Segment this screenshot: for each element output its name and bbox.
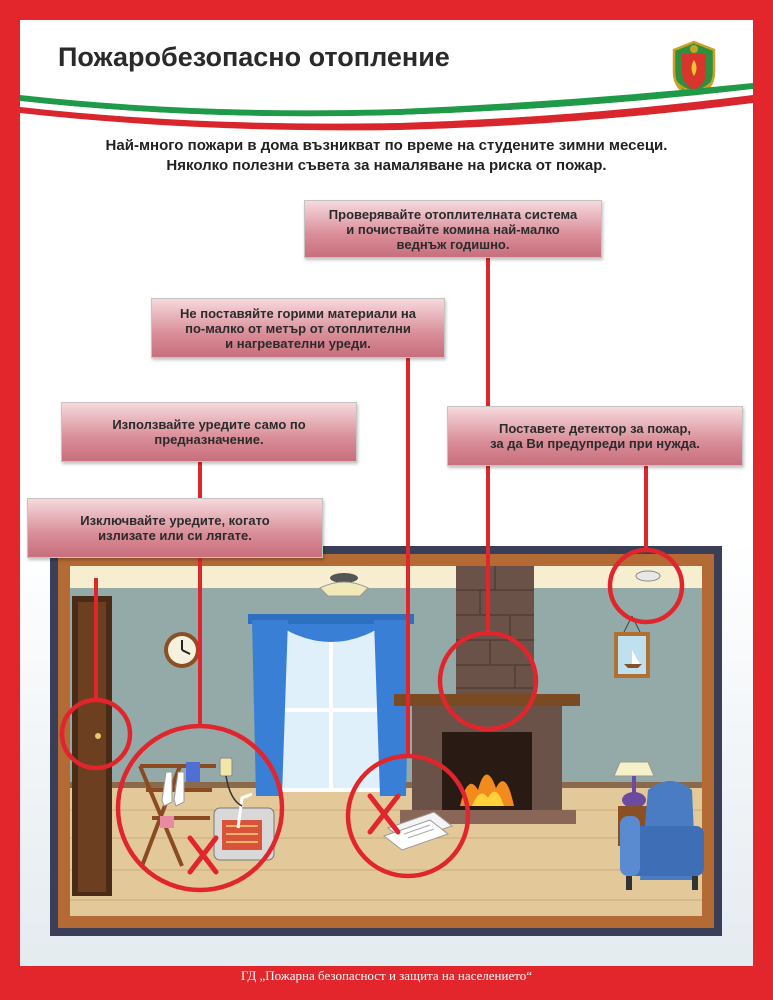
page-title: Пожаробезопасно отопление [58, 42, 450, 72]
intro-line-1: Най-много пожари в дома възникват по време на студените зимни месеци. [105, 137, 668, 154]
tip-usage-callout: Използвайте уредите само по предназначение. [61, 402, 357, 462]
footer-organization: ГД „Пожарна безопасност и защита на населението“ [240, 968, 533, 983]
smoke-detector [636, 571, 660, 581]
tip-materials-callout: Не поставяйте горими материали на по-малко от метър от отоплителни и нагревателни уреди. [151, 298, 445, 358]
poster [20, 20, 753, 966]
door [72, 596, 112, 896]
wall-clock [164, 632, 200, 668]
room-illustration [20, 20, 753, 966]
tip-chimney-callout: Проверявайте отоплителната система и почиствайте комина най-малко веднъж годишно. [304, 200, 602, 258]
intro-line-2: Няколко полезни съвета за намаляване на риска от пожар. [166, 157, 607, 174]
tip-unplug-callout: Изключвайте уредите, когато излизате или си лягате. [27, 498, 323, 558]
tip-detector-callout: Поставете детектор за пожар, за да Ви предупреди при нужда. [447, 406, 743, 466]
